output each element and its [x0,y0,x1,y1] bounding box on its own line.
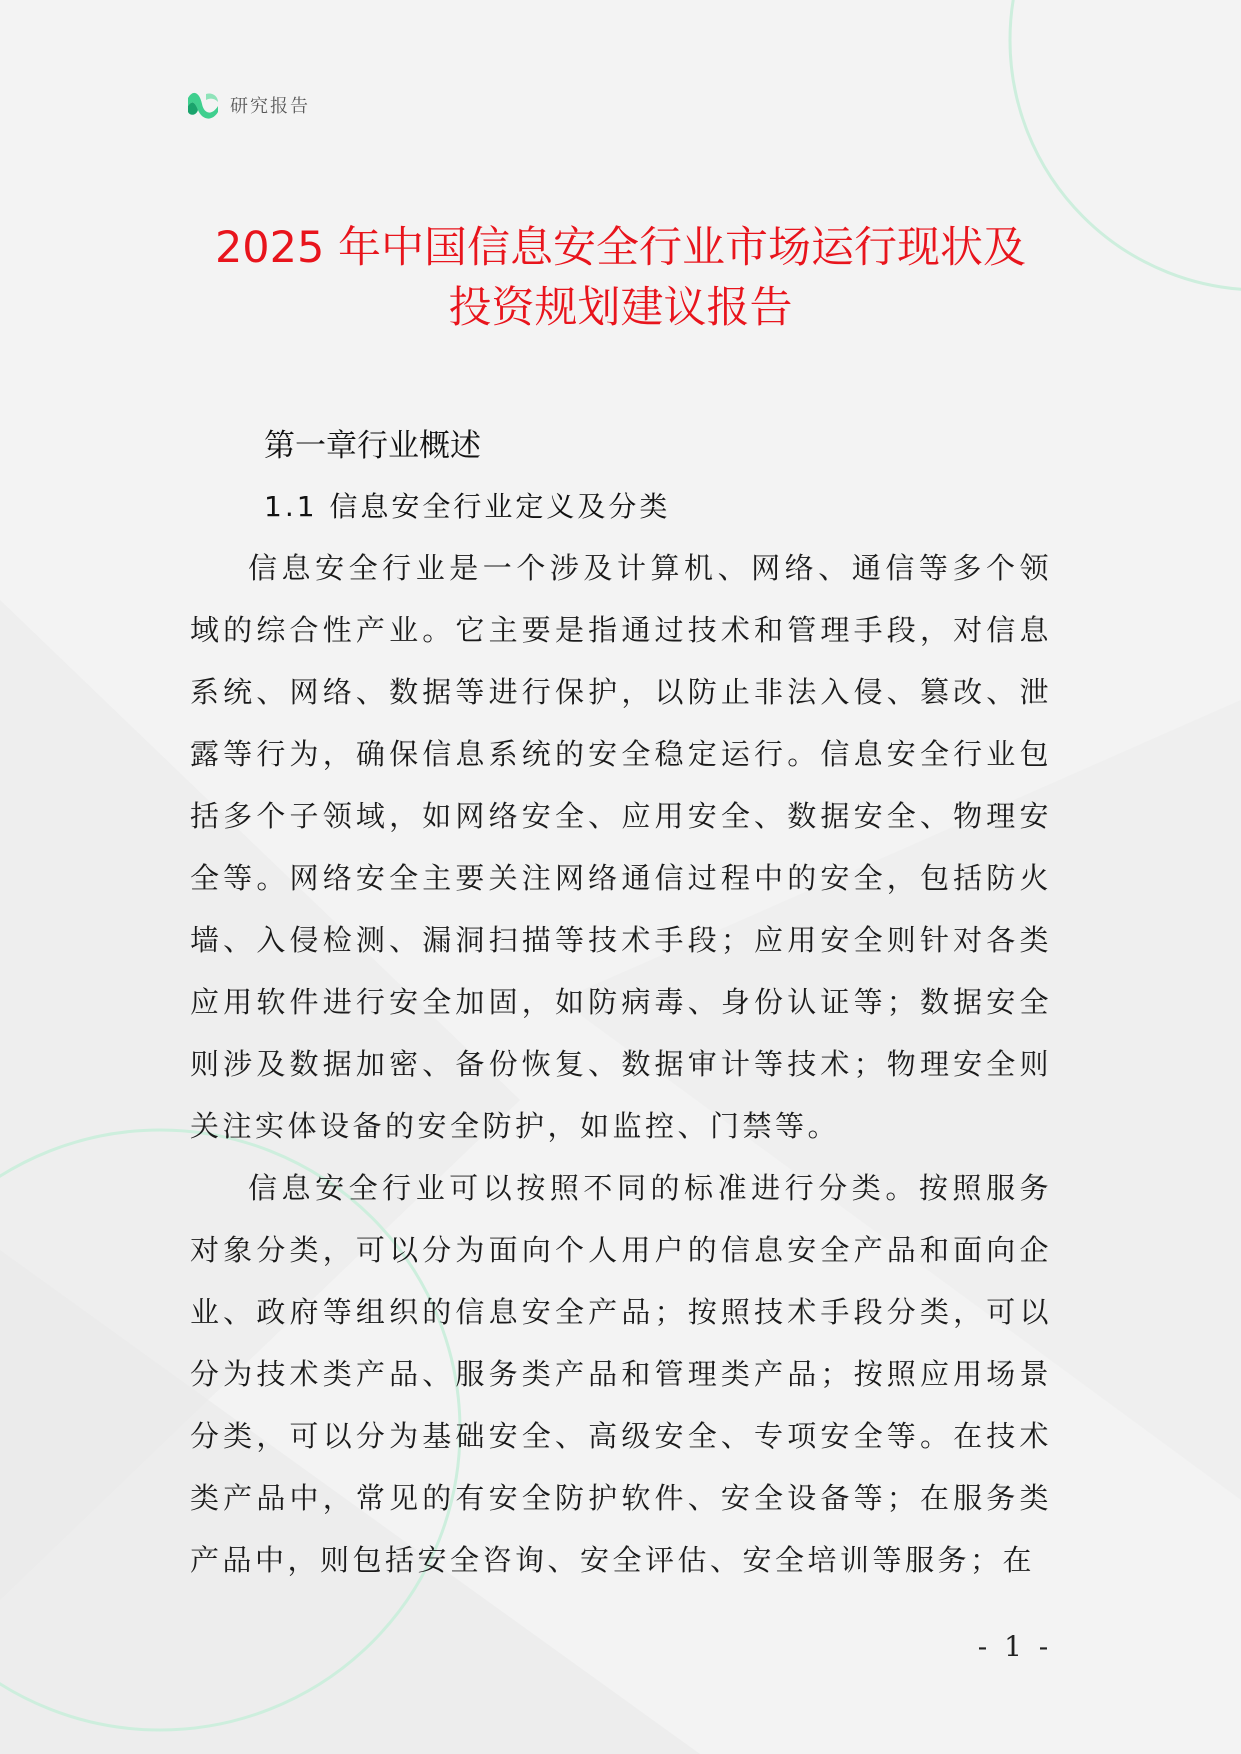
paragraph: 信息安全行业可以按照不同的标准进行分类。按照服务对象分类，可以分为面向个人用户的信息安全产品和面向企业、政府等组织的信息安全产品；按照技术手段分类，可以分为技术类产品、服务类产品和管理类产品；按照应用场景分类，可以分为基础安全、高级安全、专项安全等。在技术类产品中，常见的有安全防护软件、安全设备等；在服务类产品中，则包括安全咨询、安全评估、安全培训等服务；在 [190,1171,1052,1577]
chapter-heading: 第一章行业概述 [264,428,481,464]
title-line-1: 2025 年中国信息安全行业市场运行现状及 [214,223,1027,273]
paragraph: 信息安全行业是一个涉及计算机、网络、通信等多个领域的综合性产业。它主要是指通过技术和管理手段，对信息系统、网络、数据等进行保护，以防止非法入侵、篡改、泄露等行为，确保信息系统的安全稳定运行。信息安全行业包括多个子领域，如网络安全、应用安全、数据安全、物理安全等。网络安全主要关注网络通信过程中的安全，包括防火墙、入侵检测、漏洞扫描等技术手段；应用安全则针对各类应用软件进行安全加固，如防病毒、身份认证等；数据安全则涉及数据加密、备份恢复、数据审计等技术；物理安全则关注实体设备的安全防护，如监控、门禁等。 [190,551,1052,1143]
title-line-2: 投资规划建议报告 [448,283,793,333]
report-header [186,88,310,122]
report-title [150,218,1091,338]
body-text [190,537,1052,1591]
header-label: 研究报告 [230,96,310,117]
page-number: - 1 - [977,1630,1053,1663]
brand-logo-icon [186,90,220,120]
section-heading: 1.1 信息安全行业定义及分类 [264,490,671,523]
